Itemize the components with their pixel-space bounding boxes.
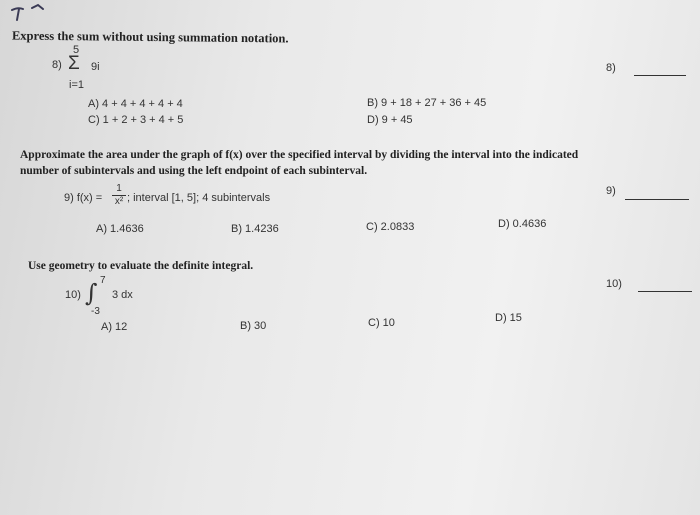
geometry-section-heading: Use geometry to evaluate the definite integral. — [28, 260, 254, 272]
q10-integrand: 3 dx — [112, 289, 133, 301]
q9-prompt-start: 9) f(x) = — [64, 192, 103, 204]
q10-lower-limit: -3 — [91, 306, 100, 317]
q9-choice-c[interactable]: C) 2.0833 — [366, 221, 415, 233]
q8-answer-blank[interactable] — [634, 75, 686, 76]
q8-answer-label: 8) — [606, 62, 616, 74]
q9-choice-a[interactable]: A) 1.4636 — [96, 223, 144, 235]
q10-choice-c[interactable]: C) 10 — [368, 317, 395, 329]
area-section-heading-line1: Approximate the area under the graph of f(x) over the specified interval by dividing the interval into the indicated — [20, 149, 579, 161]
q8-choice-d[interactable]: D) 9 + 45 — [367, 114, 413, 126]
q8-choice-a[interactable]: A) 4 + 4 + 4 + 4 + 4 — [88, 98, 183, 110]
q10-choice-d[interactable]: D) 15 — [495, 312, 522, 324]
q10-answer-blank[interactable] — [638, 291, 692, 292]
q10-upper-limit: 7 — [100, 275, 106, 286]
q9-fraction-denominator: x² — [114, 196, 124, 207]
q9-prompt-rest: ; interval [1, 5]; 4 subintervals — [127, 192, 271, 204]
q9-choice-d[interactable]: D) 0.4636 — [498, 218, 547, 230]
q8-sigma-upper-limit: 5 — [73, 44, 80, 56]
q8-sigma-symbol: Σ — [68, 53, 80, 74]
q9-answer-blank[interactable] — [625, 199, 689, 200]
q9-choice-b[interactable]: B) 1.4236 — [231, 223, 279, 235]
q8-choice-c[interactable]: C) 1 + 2 + 3 + 4 + 5 — [88, 114, 184, 126]
q8-summand: 9i — [91, 61, 100, 73]
area-section-heading-line2: number of subintervals and using the left endpoint of each subinterval. — [20, 165, 368, 177]
q10-integral-sign: ∫ — [85, 279, 98, 307]
q9-fraction — [112, 184, 126, 207]
q10-choice-a[interactable]: A) 12 — [101, 321, 128, 333]
q8-number: 8) — [52, 59, 62, 71]
q10-number: 10) — [65, 289, 81, 301]
q10-choice-b[interactable]: B) 30 — [240, 320, 267, 332]
q8-choice-b[interactable]: B) 9 + 18 + 27 + 36 + 45 — [367, 97, 487, 109]
q9-answer-label: 9) — [606, 185, 616, 197]
q9-fraction-numerator: 1 — [116, 183, 122, 194]
q10-answer-label: 10) — [606, 278, 622, 290]
pen-scribble-mark — [8, 2, 48, 24]
summation-section-heading: Express the sum without using summation notation. — [11, 28, 289, 46]
q8-sigma-lower-limit: i=1 — [69, 79, 84, 91]
